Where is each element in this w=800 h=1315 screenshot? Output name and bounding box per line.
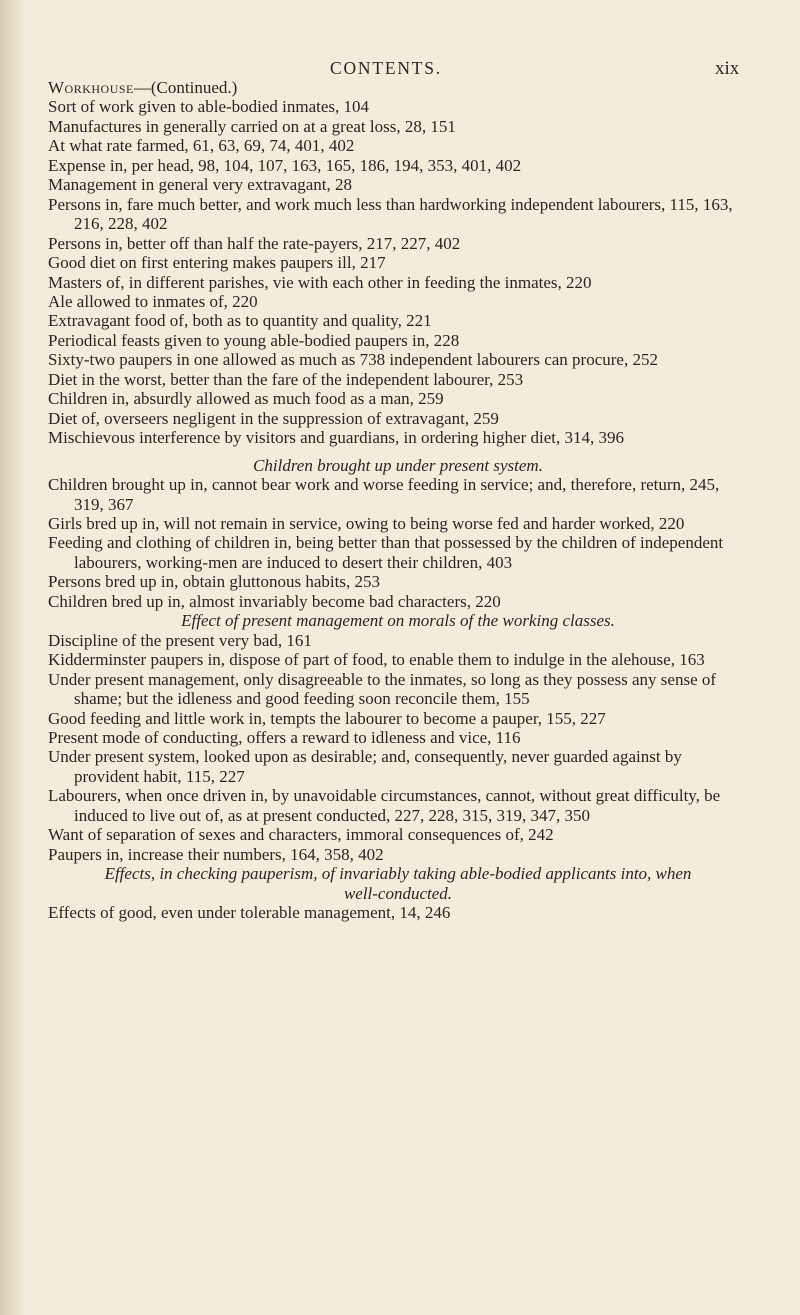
section-heading: Effect of present management on morals of the working classes.: [181, 611, 615, 631]
index-entry: Kidderminster paupers in, dispose of part of food, to enable them to indulge in the alehouse, 163: [48, 650, 705, 670]
index-entry: Diet of, overseers negligent in the suppression of extravagant, 259: [48, 408, 499, 428]
running-title: CONTENTS.: [330, 58, 442, 78]
entry-group-4: [48, 903, 748, 922]
index-body: [48, 78, 748, 922]
index-entry: Expense in, per head, 98, 104, 107, 163, 165, 186, 194, 353, 401, 402: [48, 155, 522, 175]
section-heading: Effects, in checking pauperism, of invariably taking able-bodied applicants into, when well-conducted.: [104, 864, 692, 903]
index-entry: Labourers, when once driven in, by unavoidable circumstances, cannot, without great difficulty, be induced to live out of, as at present conducted, 227, 228, 315, 319, 347, 350: [48, 786, 721, 825]
index-entry: At what rate farmed, 61, 63, 69, 74, 401, 402: [48, 136, 355, 156]
index-entry: Effects of good, even under tolerable management, 14, 246: [48, 903, 451, 923]
index-entry: Children in, absurdly allowed as much food as a man, 259: [48, 389, 444, 409]
index-entry: Children bred up in, almost invariably become bad characters, 220: [48, 591, 501, 611]
section-heading: Children brought up under present system.: [253, 455, 543, 475]
index-entry: Periodical feasts given to young able-bodied paupers in, 228: [48, 330, 460, 350]
index-entry: Diet in the worst, better than the fare of the independent labourer, 253: [48, 369, 524, 389]
index-entry: Masters of, in different parishes, vie with each other in feeding the inmates, 220: [48, 272, 592, 292]
main-heading: [48, 78, 748, 97]
index-entry: Discipline of the present very bad, 161: [48, 630, 312, 650]
index-entry: Children brought up in, cannot bear work and worse feeding in service; and, therefore, return, 245, 319, 367: [48, 475, 720, 514]
index-entry: Sort of work given to able-bodied inmates, 104: [48, 97, 370, 117]
entry-group-2: [48, 475, 748, 611]
index-entry: Good feeding and little work in, tempts the labourer to become a pauper, 155, 227: [48, 708, 606, 728]
index-entry: Persons in, better off than half the rate-payers, 217, 227, 402: [48, 233, 461, 253]
heading-suffix: —(Continued.): [133, 78, 238, 97]
index-entry: Persons in, fare much better, and work much less than hardworking independent labourers, 115, 163, 216, 228, 402: [48, 194, 733, 234]
index-entry: Good diet on first entering makes paupers ill, 217: [48, 253, 386, 273]
index-entry: Management in general very extravagant, 28: [48, 175, 352, 195]
index-entry: Persons bred up in, obtain gluttonous habits, 253: [48, 572, 380, 592]
entry-group-1: [48, 97, 748, 447]
index-entry: Sixty-two paupers in one allowed as much as 738 independent labourers can procure, 252: [48, 350, 658, 370]
index-entry: Feeding and clothing of children in, being better than that possessed by the children of independent labourers, working-men are induced to desert their children, 403: [48, 533, 724, 572]
index-entry: Present mode of conducting, offers a reward to idleness and vice, 116: [48, 727, 521, 747]
index-entry: Under present management, only disagreeable to the inmates, so long as they possess any sense of shame; but the idleness and good feeding soon reconcile them, 155: [48, 669, 717, 709]
index-entry: Manufactures in generally carried on at a great loss, 28, 151: [48, 116, 456, 136]
index-entry: Paupers in, increase their numbers, 164, 358, 402: [48, 844, 384, 864]
entry-group-3: [48, 631, 748, 864]
page-number: xix: [715, 58, 740, 79]
index-entry: Girls bred up in, will not remain in service, owing to being worse fed and harder worked, 220: [48, 513, 685, 533]
index-entry: Mischievous interference by visitors and guardians, in ordering higher diet, 314, 396: [48, 428, 624, 448]
index-entry: Want of separation of sexes and characters, immoral consequences of, 242: [48, 825, 554, 845]
index-entry: Extravagant food of, both as to quantity and quality, 221: [48, 311, 432, 331]
index-entry: Ale allowed to inmates of, 220: [48, 291, 258, 311]
page-spine-shadow: [0, 0, 26, 1315]
index-entry: Under present system, looked upon as desirable; and, consequently, never guarded against by provident habit, 115, 227: [48, 747, 682, 786]
heading-label: Workhouse: [48, 78, 134, 97]
